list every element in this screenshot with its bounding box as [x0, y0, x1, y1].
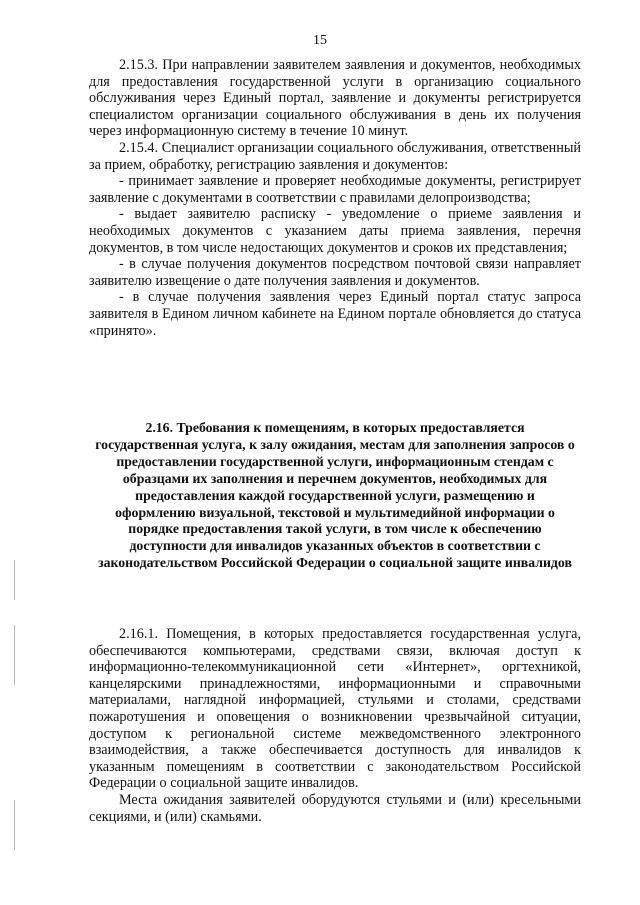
section-2-16-text [89, 626, 581, 825]
list-item: - в случае получения документов посредством почтовой связи направляет заявителю извещение о дате получения заявления и документов. [89, 256, 581, 289]
page-number: 15 [313, 33, 327, 48]
paragraph-waiting-areas: Места ожидания заявителей оборудуются стульями и (или) кресельными секциями, и (или) скамьями. [89, 791, 581, 825]
scan-margin-line [14, 625, 15, 685]
paragraph-2-16-1: 2.16.1. Помещения, в которых предоставляется государственная услуга, обеспечиваются компьютерами, средствами связи, включая доступ к информационно-телекоммуникационной сети «Интернет», оргтехникой, канцелярскими принадлежностями, информационными и справочными материалами, наглядной информацией, стульями и столами, средствами пожаротушения и оповещения о возникновении чрезвычайной ситуации, доступом к региональной системе межведомственного электронного взаимодействия, а также обеспечивается доступность для инвалидов к указанным помещениям в соответствии с законодательством Российской Федерации о социальной защите инвалидов. [89, 626, 581, 792]
list-item: - выдает заявителю расписку - уведомление о приеме заявления и необходимых документов с указанием даты приема заявления, перечня документов, в том числе недостающих документов и сроков их представления; [89, 206, 581, 256]
list-item: - принимает заявление и проверяет необходимые документы, регистрирует заявление с документами в соответствии с правилами делопроизводства; [89, 173, 581, 206]
paragraph-2-15-4: 2.15.4. Специалист организации социального обслуживания, ответственный за прием, обработку, регистрацию заявления и документов: [89, 139, 581, 173]
section-2-15-text [89, 57, 581, 339]
section-heading-text: 2.16. Требования к помещениям, в которых предоставляется государственная услуга, к залу ожидания, местам для заполнения запросов о предоставлении государственной услуги, информационным стендам с образцами их заполнения и перечнем документов, необходимых для предоставления каждой государственной услуги, размещению и оформлению визуальной, текстовой и мультимедийной информации о порядке предоставления такой услуги, в том числе к обеспечению доступности для инвалидов указанных объектов в соответствии с законодательством Российской Федерации о социальной защите инвалидов [95, 420, 575, 571]
section-2-16-heading [95, 420, 575, 572]
scan-margin-line [14, 800, 15, 850]
list-item: - в случае получения заявления через Единый портал статус запроса заявителя в Едином личном кабинете на Едином портале обновляется до статуса «принято». [89, 289, 581, 339]
scan-margin-line [14, 560, 15, 600]
paragraph-2-15-3: 2.15.3. При направлении заявителем заявления и документов, необходимых для предоставления государственной услуги в организацию социального обслуживания через Единый портал, заявление и документы регистрируется специалистом организации социального обслуживания в день их получения через информационную систему в течение 10 минут. [89, 57, 581, 140]
